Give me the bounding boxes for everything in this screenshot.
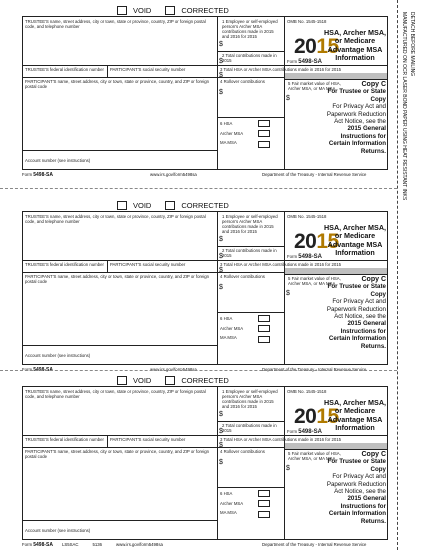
copy-c-block: Copy C For Trustee or State Copy For Privacy Act and Paperwork Reduction Act Notice, see the 2015 General Instructions for Certain Information Returns. xyxy=(326,81,386,155)
form-title: HSA, Archer MSA, or Medicare Advantage MSA Information xyxy=(323,398,387,433)
manufactured-note: MANUFACTURED ON OCR LASER BOND PAPER USING HEAT RESISTANT INKS xyxy=(401,12,407,201)
account-number-label: Account number (see instructions) xyxy=(25,528,91,533)
box4-dollar: $ xyxy=(219,284,223,291)
copy-c-block: Copy C For Trustee or State Copy For Privacy Act and Paperwork Reduction Act Notice, see the 2015 General Instructions for Certain Information Returns. xyxy=(326,451,386,525)
box1-dollar: $ xyxy=(219,236,223,243)
archer-msa-checkbox[interactable] xyxy=(258,500,270,507)
participant-ssn-label: PARTICIPANT'S social security number xyxy=(110,67,186,72)
box1-dollar: $ xyxy=(219,41,223,48)
box6-hsa-label: 6 HSA xyxy=(220,316,233,321)
box2-dollar: $ xyxy=(219,253,223,260)
box2-label: 2 Total contributions made in 2015 xyxy=(222,53,277,63)
hsa-checkbox[interactable] xyxy=(258,120,270,127)
participant-name-label: PARTICIPANT'S name, street address, city or town, state or province, country, and ZIP or foreign postal code xyxy=(25,274,210,284)
box5-dollar: $ xyxy=(286,95,290,102)
form-grid xyxy=(22,386,388,550)
box1-label: 1 Employee or self-employed person's Archer MSA contributions made in 2015 and 2016 for 2015 xyxy=(222,214,278,234)
box4-label: 4 Rollover contributions xyxy=(220,79,265,84)
hsa-checkbox[interactable] xyxy=(258,490,270,497)
account-number-label: Account number (see instructions) xyxy=(25,353,91,358)
box5-dollar: $ xyxy=(286,290,290,297)
footer-url xyxy=(62,542,163,547)
footer-form: Form 5498-SA xyxy=(22,172,53,178)
void-checkbox[interactable] xyxy=(117,201,127,210)
void-label: VOID xyxy=(133,375,152,385)
box3-label: 3 Total HSA or Archer MSA contributions made in 2016 for 2015 xyxy=(220,437,342,442)
void-label: VOID xyxy=(133,5,152,15)
box4-dollar: $ xyxy=(219,89,223,96)
box1-dollar: $ xyxy=(219,411,223,418)
corrected-checkbox[interactable] xyxy=(165,201,175,210)
void-corrected xyxy=(117,200,239,210)
footer-dept: Department of the Treasury - Internal Revenue Service xyxy=(262,172,367,177)
footer-form: Form 5498-SA xyxy=(22,367,53,373)
tax-year: 2015 xyxy=(294,405,339,428)
box4-dollar: $ xyxy=(219,459,223,466)
footer-url: www.irs.gov/form5498sa xyxy=(116,542,163,547)
box3-dollar: $ xyxy=(219,442,223,449)
trustee-name-label: TRUSTEE'S name, street address, city or town, state or province, country, ZIP or foreign postal code, and telephone number xyxy=(25,214,206,224)
form-number-label: Form 5498-SA xyxy=(287,429,322,435)
box6-hsa-label: 6 HSA xyxy=(220,491,233,496)
void-checkbox[interactable] xyxy=(117,6,127,15)
box6-ma-label: MA MSA xyxy=(220,510,237,515)
form-number-label: Form 5498-SA xyxy=(287,59,322,65)
box6-archer-label: Archer MSA xyxy=(220,131,244,136)
tear-line xyxy=(0,188,397,189)
participant-ssn-label: PARTICIPANT'S social security number xyxy=(110,437,186,442)
ma-msa-checkbox[interactable] xyxy=(258,141,270,148)
box6-archer-label: Archer MSA xyxy=(220,501,244,506)
ma-msa-checkbox[interactable] xyxy=(258,511,270,518)
box4-label: 4 Rollover contributions xyxy=(220,274,265,279)
form-grid xyxy=(22,211,388,375)
box6-ma-label: MA MSA xyxy=(220,140,237,145)
omb-number: OMB No. 1545-1518 xyxy=(287,389,327,394)
form-title: HSA, Archer MSA, or Medicare Advantage MSA Information xyxy=(323,223,387,258)
archer-msa-checkbox[interactable] xyxy=(258,325,270,332)
corrected-label: CORRECTED xyxy=(181,200,229,210)
box1-label: 1 Employee or self-employed person's Archer MSA contributions made in 2015 and 2016 for 2015 xyxy=(222,19,278,39)
account-number-label: Account number (see instructions) xyxy=(25,158,91,163)
void-checkbox[interactable] xyxy=(117,376,127,385)
detach-note: DETACH BEFORE MAILING xyxy=(409,12,415,77)
trustee-tin-label: TRUSTEE'S federal identification number xyxy=(25,262,104,267)
footer-dept: Department of the Treasury - Internal Revenue Service xyxy=(262,367,367,372)
ma-msa-checkbox[interactable] xyxy=(258,336,270,343)
archer-msa-checkbox[interactable] xyxy=(258,130,270,137)
form-number-label: Form 5498-SA xyxy=(287,254,322,260)
box6-ma-label: MA MSA xyxy=(220,335,237,340)
box6-archer-label: Archer MSA xyxy=(220,326,244,331)
copy-c-block: Copy C For Trustee or State Copy For Privacy Act and Paperwork Reduction Act Notice, see the 2015 General Instructions for Certain Information Returns. xyxy=(326,276,386,350)
box6-hsa-label: 6 HSA xyxy=(220,121,233,126)
tax-year: 2015 xyxy=(294,230,339,253)
box4-label: 4 Rollover contributions xyxy=(220,449,265,454)
footer-url: www.irs.gov/form5498sa xyxy=(150,172,197,177)
box2-label: 2 Total contributions made in 2015 xyxy=(222,423,277,433)
trustee-name-label: TRUSTEE'S name, street address, city or town, state or province, country, ZIP or foreign postal code, and telephone number xyxy=(25,19,206,29)
footer-code-b: 5136 xyxy=(92,542,103,547)
participant-name-label: PARTICIPANT'S name, street address, city or town, state or province, country, and ZIP or foreign postal code xyxy=(25,79,210,89)
void-corrected xyxy=(117,5,239,15)
footer-form: Form 5498-SA xyxy=(22,542,53,548)
form-grid xyxy=(22,16,388,180)
corrected-checkbox[interactable] xyxy=(165,6,175,15)
corrected-checkbox[interactable] xyxy=(165,376,175,385)
footer-dept: Department of the Treasury - Internal Revenue Service xyxy=(262,542,367,547)
box3-dollar: $ xyxy=(219,267,223,274)
box2-label: 2 Total contributions made in 2015 xyxy=(222,248,277,258)
footer-url: www.irs.gov/form5498sa xyxy=(150,367,197,372)
corrected-label: CORRECTED xyxy=(181,375,229,385)
void-corrected xyxy=(117,375,239,385)
trustee-tin-label: TRUSTEE'S federal identification number xyxy=(25,437,104,442)
box3-dollar: $ xyxy=(219,72,223,79)
tax-year: 2015 xyxy=(294,35,339,58)
trustee-name-label: TRUSTEE'S name, street address, city or town, state or province, country, ZIP or foreign postal code, and telephone number xyxy=(25,389,206,399)
void-label: VOID xyxy=(133,200,152,210)
box1-label: 1 Employee or self-employed person's Archer MSA contributions made in 2015 and 2016 for 2015 xyxy=(222,389,278,409)
participant-name-label: PARTICIPANT'S name, street address, city or town, state or province, country, and ZIP or foreign postal code xyxy=(25,449,210,459)
trustee-tin-label: TRUSTEE'S federal identification number xyxy=(25,67,104,72)
omb-number: OMB No. 1545-1518 xyxy=(287,214,327,219)
box5-dollar: $ xyxy=(286,465,290,472)
box5-label: 5 Fair market value of HSA, Archer MSA, or MA MSA xyxy=(288,451,341,461)
participant-ssn-label: PARTICIPANT'S social security number xyxy=(110,262,186,267)
box5-label: 5 Fair market value of HSA, Archer MSA, or MA MSA xyxy=(288,276,341,286)
cut-line xyxy=(397,0,398,550)
hsa-checkbox[interactable] xyxy=(258,315,270,322)
box3-label: 3 Total HSA or Archer MSA contributions made in 2016 for 2015 xyxy=(220,262,342,267)
box2-dollar: $ xyxy=(219,58,223,65)
box2-dollar: $ xyxy=(219,428,223,435)
box3-label: 3 Total HSA or Archer MSA contributions made in 2016 for 2015 xyxy=(220,67,342,72)
omb-number: OMB No. 1545-1518 xyxy=(287,19,327,24)
tear-line xyxy=(0,370,397,371)
form-title: HSA, Archer MSA, or Medicare Advantage MSA Information xyxy=(323,28,387,63)
corrected-label: CORRECTED xyxy=(181,5,229,15)
footer-code-a: LS5SAC xyxy=(62,542,79,547)
box5-label: 5 Fair market value of HSA, Archer MSA, or MA MSA xyxy=(288,81,341,91)
